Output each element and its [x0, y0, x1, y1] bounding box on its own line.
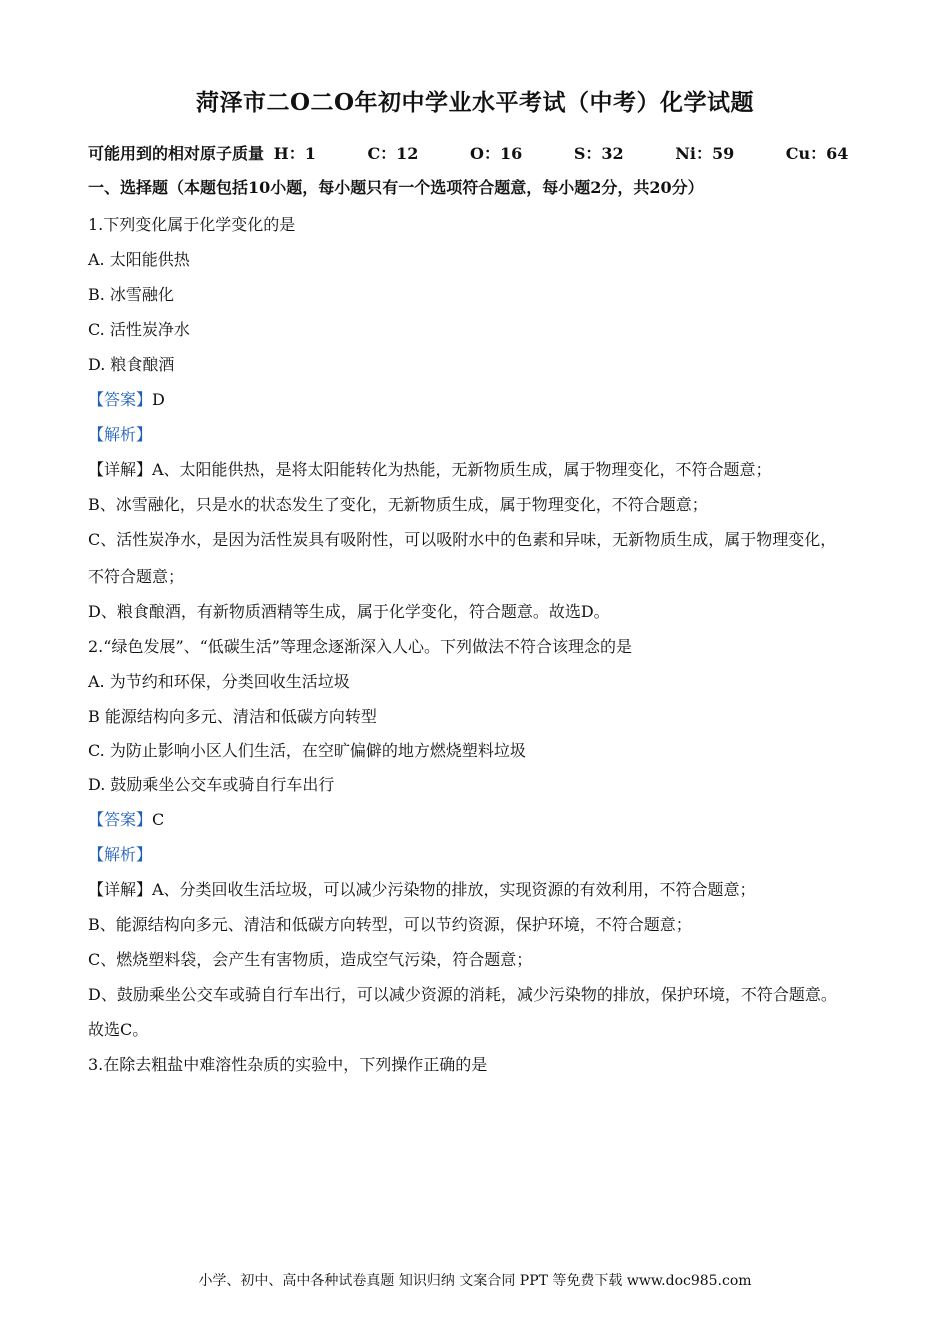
- mass-item: Cu：64: [785, 144, 849, 163]
- q1-option-c: C. 活性炭净水: [88, 320, 190, 339]
- q2-option-b: B 能源结构向多元、清洁和低碳方向转型: [88, 707, 377, 726]
- q1-stem: 1.下列变化属于化学变化的是: [88, 215, 296, 234]
- q2-answer: [88, 810, 164, 830]
- q1-detail-line: 不符合题意；: [88, 567, 185, 586]
- q3-stem: 3.在除去粗盐中难溶性杂质的实验中，下列操作正确的是: [88, 1055, 488, 1074]
- answer-value: C: [152, 810, 165, 829]
- q2-detail-line: 故选C。: [88, 1020, 149, 1039]
- q1-option-a: A. 太阳能供热: [88, 250, 190, 269]
- q1-analysis-tag: 【解析】: [88, 425, 153, 444]
- q1-detail-line: B、冰雪融化，只是水的状态发生了变化，无新物质生成，属于物理变化，不符合题意；: [88, 495, 708, 514]
- masses-label: 可能用到的相对原子质量: [88, 144, 265, 163]
- mass-item: C：12: [367, 144, 419, 163]
- q2-option-c: C. 为防止影响小区人们生活，在空旷偏僻的地方燃烧塑料垃圾: [88, 741, 526, 760]
- answer-value: D: [152, 390, 165, 409]
- mass-item: O：16: [470, 144, 523, 163]
- section-heading: 一、选择题（本题包括10小题，每小题只有一个选项符合题意，每小题2分，共20分）: [88, 178, 704, 197]
- q1-option-b: B. 冰雪融化: [88, 285, 174, 304]
- mass-item: Ni：59: [675, 144, 735, 163]
- answer-tag: 【答案】: [88, 390, 153, 409]
- q2-detail-line: 【详解】A、分类回收生活垃圾，可以减少污染物的排放，实现资源的有效利用，不符合题意；: [88, 880, 756, 899]
- answer-tag: 【答案】: [88, 810, 153, 829]
- q1-detail-line: D、粮食酿酒，有新物质酒精等生成，属于化学变化，符合题意。故选D。: [88, 602, 610, 621]
- atomic-masses: [88, 141, 848, 164]
- page-title: 菏泽市二O二O年初中学业水平考试（中考）化学试题: [195, 89, 755, 116]
- q1-option-d: D. 粮食酿酒: [88, 355, 175, 374]
- q1-detail-line: 【详解】A、太阳能供热，是将太阳能转化为热能，无新物质生成，属于物理变化，不符合题意；: [88, 460, 772, 479]
- q2-detail-line: C、燃烧塑料袋，会产生有害物质，造成空气污染，符合题意；: [88, 950, 533, 969]
- q1-detail-line: C、活性炭净水，是因为活性炭具有吸附性，可以吸附水中的色素和异味，无新物质生成，属于物理变化，: [88, 530, 837, 549]
- q1-answer: [88, 390, 165, 410]
- q2-stem: 2.“绿色发展”、“低碳生活”等理念逐渐深入人心。下列做法不符合该理念的是: [88, 637, 632, 656]
- q2-option-d: D. 鼓励乘坐公交车或骑自行车出行: [88, 775, 335, 794]
- q2-option-a: A. 为节约和环保，分类回收生活垃圾: [88, 672, 350, 691]
- page-footer: 小学、初中、高中各种试卷真题 知识归纳 文案合同 PPT 等免费下载 www.doc985.com: [198, 1273, 752, 1289]
- q2-analysis-tag: 【解析】: [88, 845, 153, 864]
- q2-detail-line: B、能源结构向多元、清洁和低碳方向转型，可以节约资源，保护环境，不符合题意；: [88, 915, 692, 934]
- q2-detail-line: D、鼓励乘坐公交车或骑自行车出行，可以减少资源的消耗，减少污染物的排放，保护环境，不符合题意。: [88, 985, 837, 1004]
- mass-item: H：1: [273, 144, 316, 163]
- mass-item: S：32: [573, 144, 624, 163]
